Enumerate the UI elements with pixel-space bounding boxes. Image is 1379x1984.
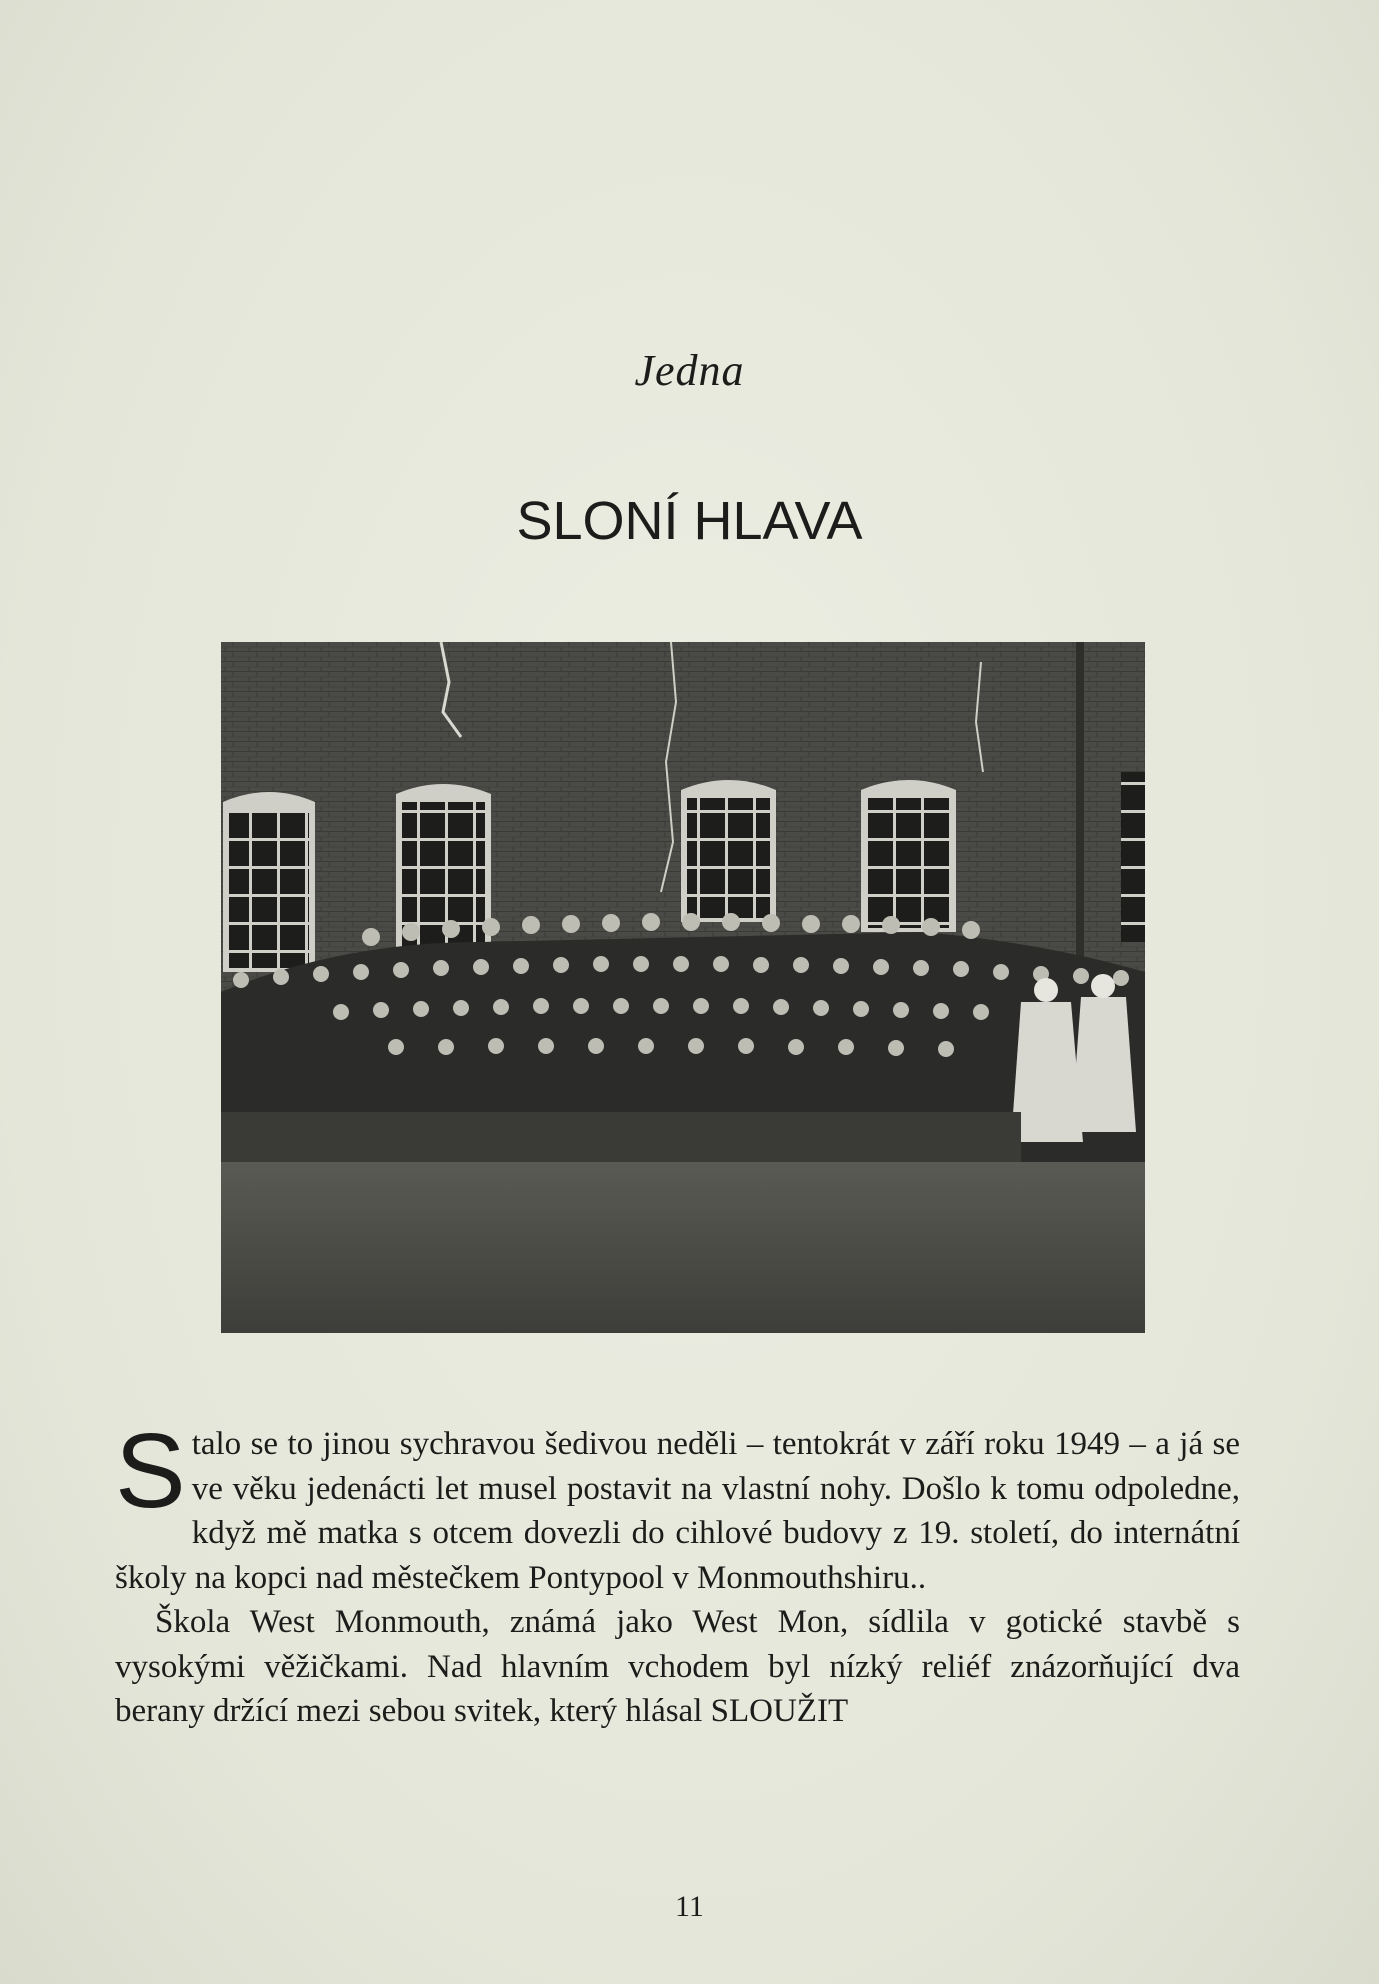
paragraph-1-text: talo se to jinou sychravou šedivou neděli – tentokrát v září roku 1949 – a já se ve věku jedenácti let musel postavit na vlastní nohy. Došlo k tomu odpoledne, když mě matka s otcem dovezli do cihlové budovy z 19. století, do internátní školy na kopci nad městečkem Pontypool v Monmouthshiru.. <box>115 1426 1240 1596</box>
page-number: 11 <box>675 1890 704 1923</box>
paragraph-2: Škola West Monmouth, známá jako West Mon, sídlila v gotické stavbě s vysokými věžičkami. Nad hlavním vchodem byl nízký reliéf znázorňující dva berany držící mezi sebou svitek, který hlásal SLOUŽIT <box>115 1604 1240 1729</box>
body-text <box>115 1412 1240 1734</box>
chapter-number: Jedna <box>634 346 745 395</box>
school-group-photo <box>221 642 1145 1333</box>
drop-cap: S <box>115 1412 186 1530</box>
chapter-title: SLONÍ HLAVA <box>516 491 863 551</box>
paragraph-1 <box>115 1412 1240 1600</box>
